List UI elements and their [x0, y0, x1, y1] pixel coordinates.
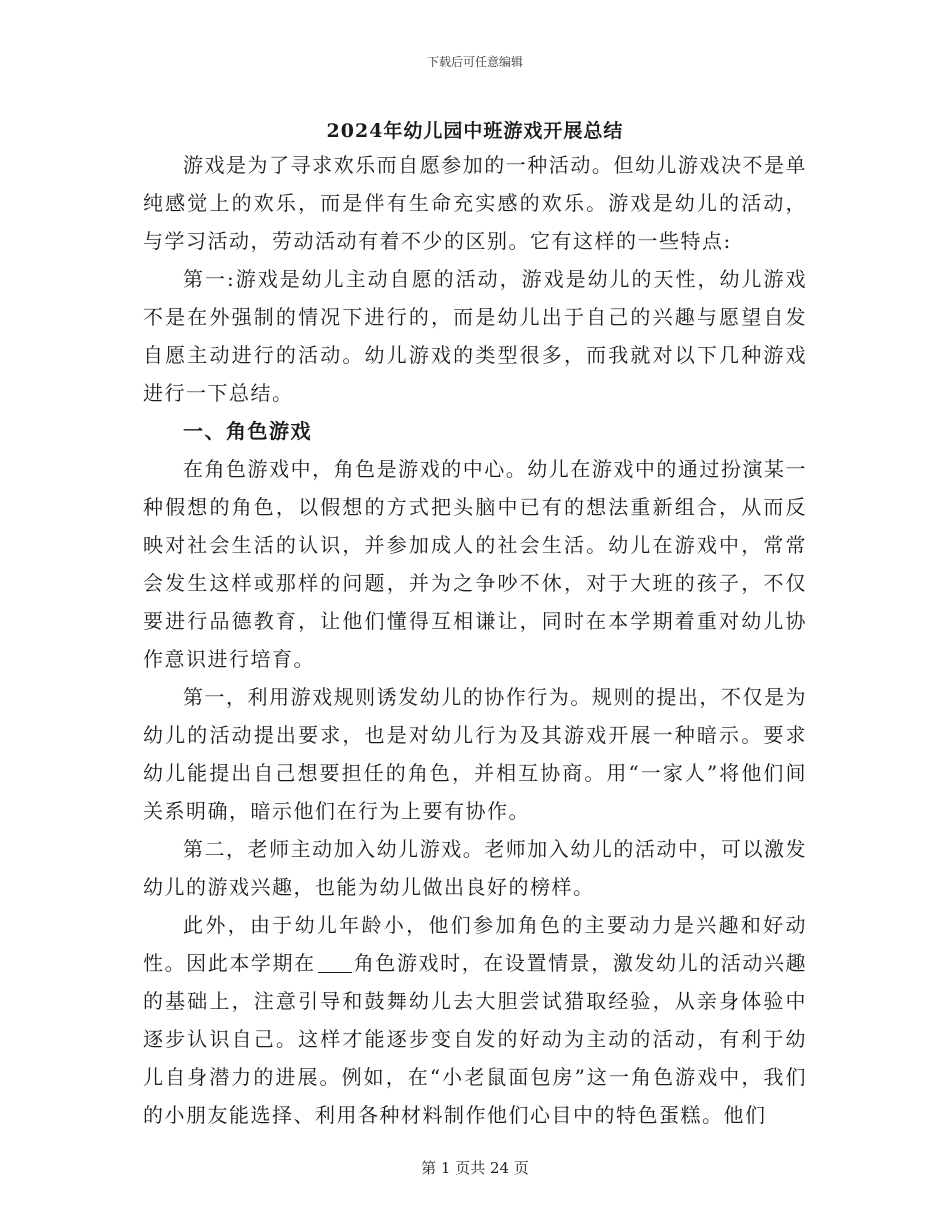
paragraph-teacher: 第二，老师主动加入幼儿游戏。老师加入幼儿的活动中，可以激发幼儿的游戏兴趣，也能为幼儿做出良好的榜样。: [143, 837, 807, 899]
paragraph-additional: [143, 906, 807, 1134]
paragraph-role-play: 在角色游戏中，角色是游戏的中心。幼儿在游戏中的通过扮演某一种假想的角色，以假想的方式把头脑中已有的想法重新组合，从而反映对社会生活的认识，并参加成人的社会生活。幼儿在游戏中，常常会发生这样或那样的问题，并为之争吵不休，对于大班的孩子，不仅要进行品德教育，让他们懂得互相谦让，同时在本学期着重对幼儿协作意识进行培育。: [143, 457, 807, 671]
header-note: 下载后可任意编辑: [426, 55, 523, 69]
section-heading-role-play: 一、角色游戏: [183, 419, 312, 443]
paragraph-rules: 第一，利用游戏规则诱发幼儿的协作行为。规则的提出，不仅是为幼儿的活动提出要求，也是对幼儿行为及其游戏开展一种暗示。要求幼儿能提出自己想要担任的角色，并相互协商。用“一家人”将他们间关系明确，暗示他们在行为上要有协作。: [143, 685, 807, 823]
paragraph-features: 第一:游戏是幼儿主动自愿的活动，游戏是幼儿的天性，幼儿游戏不是在外强制的情况下进行的，而是幼儿出于自己的兴趣与愿望自发自愿主动进行的活动。幼儿游戏的类型很多，而我就对以下几种游戏进行一下总结。: [143, 267, 807, 405]
fill-in-blank: [318, 952, 352, 973]
page-number-footer: 第 1 页共 24 页: [421, 1159, 529, 1177]
paragraph-additional-start: 此外，由于幼儿年龄小，他们参加角色的主要动力是兴趣和好动性。因此本学期在: [143, 913, 807, 975]
document-title: 2024年幼儿园中班游戏开展总结: [326, 120, 624, 142]
paragraph-additional-end: 角色游戏时，在设置情景，激发幼儿的活动兴趣的基础上，注意引导和鼓舞幼儿去大胆尝试猎取经验，从亲身体验中逐步认识自己。这样才能逐步变自发的好动为主动的活动，有利于幼儿自身潜力的进展。例如，在“小老鼠面包房”这一角色游戏中，我们的小朋友能选择、利用各种材料制作他们心目中的特色蛋糕。他们: [143, 951, 808, 1127]
document-body: [143, 146, 807, 1134]
paragraph-intro: 游戏是为了寻求欢乐而自愿参加的一种活动。但幼儿游戏决不是单纯感觉上的欢乐，而是伴有生命充实感的欢乐。游戏是幼儿的活动，与学习活动，劳动活动有着不少的区别。它有这样的一些特点:: [143, 153, 807, 253]
